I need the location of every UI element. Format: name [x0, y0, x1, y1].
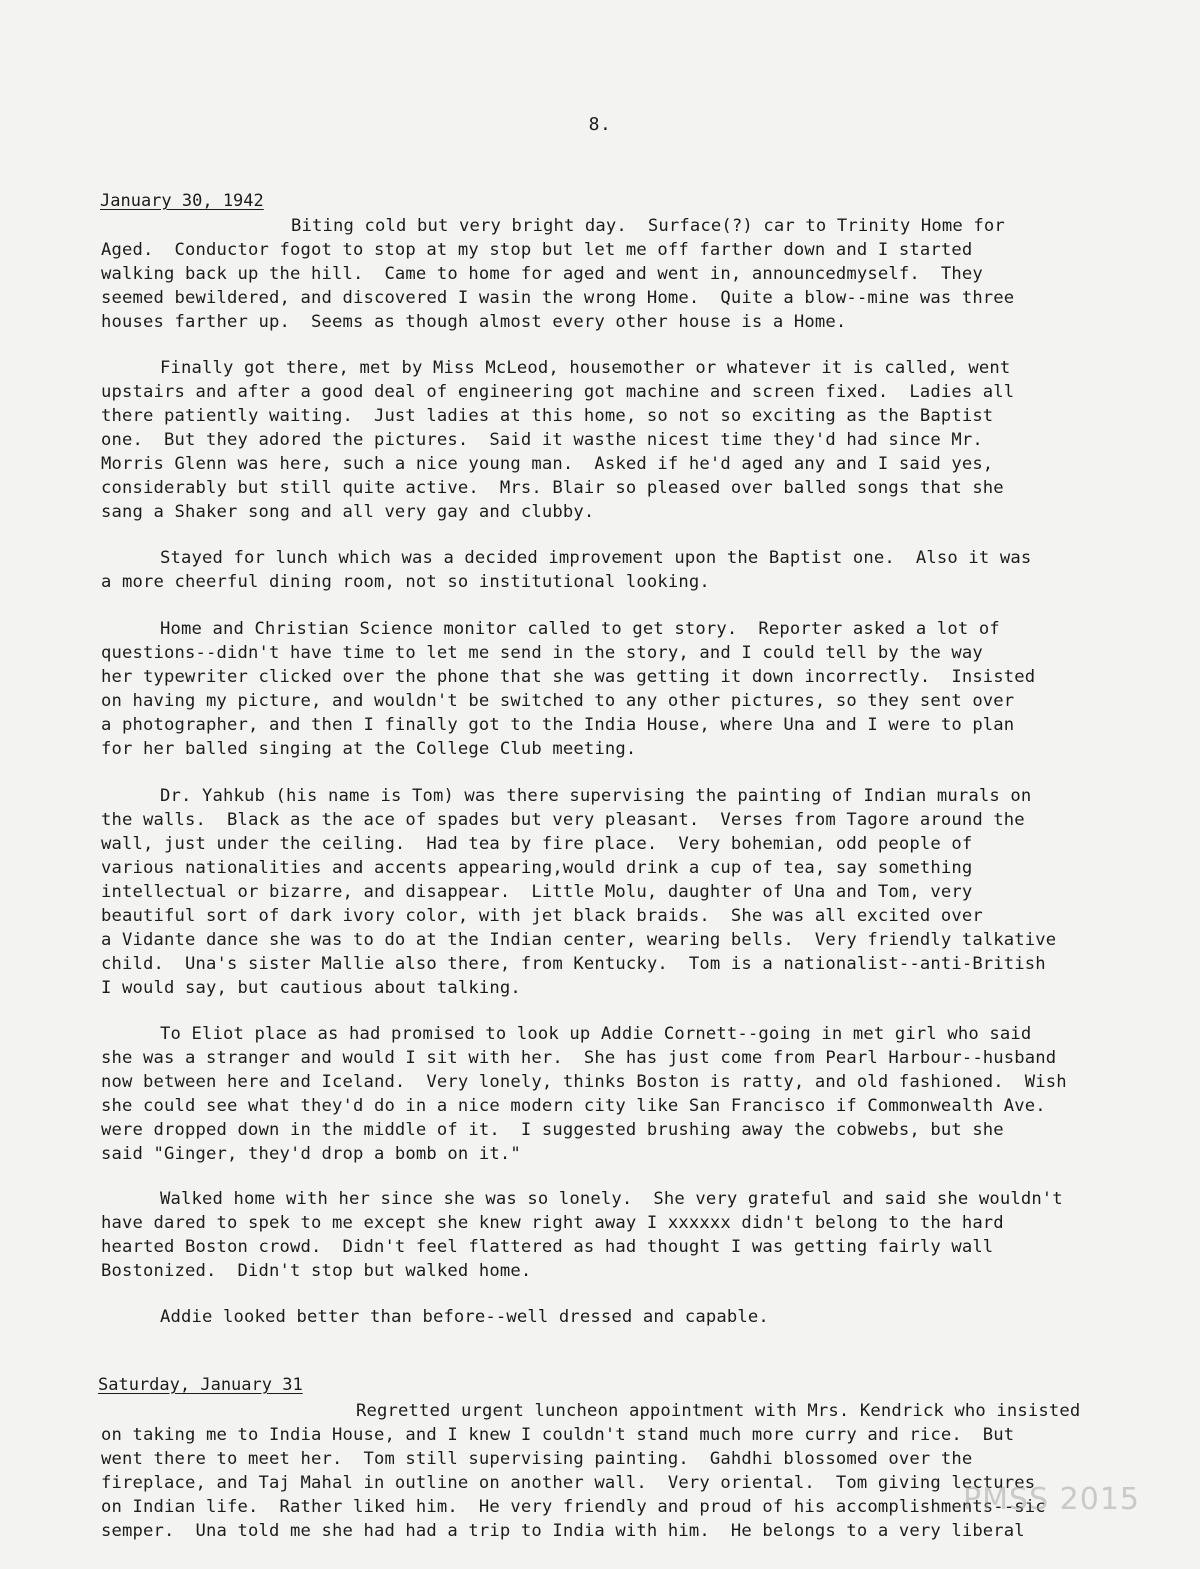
- watermark: PMSS 2015: [963, 1482, 1140, 1517]
- text-line: wall, just under the ceiling. Had tea by fire place. Very bohemian, odd people of: [101, 834, 973, 854]
- text-line: the walls. Black as the ace of spades but very pleasant. Verses from Tagore around the: [101, 810, 1025, 830]
- text-line: have dared to spek to me except she knew right away I xxxxxx didn't belong to the hard: [101, 1213, 1004, 1233]
- text-line: Aged. Conductor fogot to stop at my stop but let me off farther down and I started: [101, 240, 973, 260]
- text-line: beautiful sort of dark ivory color, with jet black braids. She was all excited over: [101, 906, 983, 926]
- text-line: went there to meet her. Tom still supervising painting. Gahdhi blossomed over the: [101, 1449, 973, 1469]
- text-line: said "Ginger, they'd drop a bomb on it.": [101, 1144, 521, 1164]
- text-line: various nationalities and accents appearing,would drink a cup of tea, say something: [101, 858, 973, 878]
- text-line: child. Una's sister Mallie also there, from Kentucky. Tom is a nationalist--anti-British: [101, 954, 1046, 974]
- text-line: houses farther up. Seems as though almost every other house is a Home.: [101, 312, 847, 332]
- text-line: on having my picture, and wouldn't be switched to any other pictures, so they sent over: [101, 691, 1015, 711]
- text-line: Biting cold but very bright day. Surface(?) car to Trinity Home for: [291, 216, 1005, 236]
- text-line: Addie looked better than before--well dressed and capable.: [160, 1307, 769, 1327]
- text-line: To Eliot place as had promised to look up Addie Cornett--going in met girl who said: [160, 1024, 1032, 1044]
- text-line: hearted Boston crowd. Didn't feel flattered as had thought I was getting fairly wall: [101, 1237, 994, 1257]
- text-line: Walked home with her since she was so lonely. She very grateful and said she wouldn't: [160, 1189, 1063, 1209]
- text-line: Dr. Yahkub (his name is Tom) was there supervising the painting of Indian murals on: [160, 786, 1032, 806]
- text-line: she was a stranger and would I sit with her. She has just come from Pearl Harbour--husband: [101, 1048, 1057, 1068]
- text-line: a photographer, and then I finally got to the India House, where Una and I were to plan: [101, 715, 1015, 735]
- text-line: on taking me to India House, and I knew I couldn't stand much more curry and rice. But: [101, 1425, 1015, 1445]
- text-line: were dropped down in the middle of it. I suggested brushing away the cobwebs, but she: [101, 1120, 1004, 1140]
- text-line: semper. Una told me she had had a trip to India with him. He belongs to a very liberal: [101, 1521, 1025, 1541]
- text-line: Regretted urgent luncheon appointment with Mrs. Kendrick who insisted: [356, 1401, 1081, 1421]
- text-line: intellectual or bizarre, and disappear. Little Molu, daughter of Una and Tom, very: [101, 882, 973, 902]
- text-line: upstairs and after a good deal of engineering got machine and screen fixed. Ladies all: [101, 382, 1015, 402]
- text-line: fireplace, and Taj Mahal in outline on another wall. Very oriental. Tom giving lectures: [101, 1473, 1036, 1493]
- text-line: for her balled singing at the College Club meeting.: [101, 739, 637, 759]
- text-line: Finally got there, met by Miss McLeod, housemother or whatever it is called, went: [160, 358, 1011, 378]
- text-line: Home and Christian Science monitor called to get story. Reporter asked a lot of: [160, 619, 1000, 639]
- text-line: on Indian life. Rather liked him. He very friendly and proud of his accomplishments--sic: [101, 1497, 1046, 1517]
- text-line: I would say, but cautious about talking.: [101, 978, 521, 998]
- text-line: seemed bewildered, and discovered I wasin the wrong Home. Quite a blow--mine was three: [101, 288, 1015, 308]
- text-line: her typewriter clicked over the phone that she was getting it down incorrectly. Insisted: [101, 667, 1036, 687]
- text-line: sang a Shaker song and all very gay and clubby.: [101, 502, 595, 522]
- text-line: questions--didn't have time to let me send in the story, and I could tell by the way: [101, 643, 983, 663]
- text-line: considerably but still quite active. Mrs. Blair so pleased over balled songs that she: [101, 478, 1004, 498]
- text-line: Bostonized. Didn't stop but walked home.: [101, 1261, 532, 1281]
- text-line: a more cheerful dining room, not so institutional looking.: [101, 572, 710, 592]
- text-line: a Vidante dance she was to do at the Indian center, wearing bells. Very friendly talkative: [101, 930, 1057, 950]
- text-line: she could see what they'd do in a nice modern city like San Francisco if Commonwealth Ave.: [101, 1096, 1046, 1116]
- page-number: 8.: [588, 114, 612, 135]
- entry-heading-jan-31: Saturday, January 31: [98, 1375, 303, 1395]
- text-line: walking back up the hill. Came to home for aged and went in, announcedmyself. They: [101, 264, 983, 284]
- text-line: there patiently waiting. Just ladies at this home, so not so exciting as the Baptist: [101, 406, 994, 426]
- text-line: now between here and Iceland. Very lonely, thinks Boston is ratty, and old fashioned. Wish: [101, 1072, 1067, 1092]
- text-line: Morris Glenn was here, such a nice young man. Asked if he'd aged any and I said yes,: [101, 454, 994, 474]
- entry-heading-jan-30: January 30, 1942: [100, 191, 264, 211]
- text-line: Stayed for lunch which was a decided improvement upon the Baptist one. Also it was: [160, 548, 1032, 568]
- text-line: one. But they adored the pictures. Said it wasthe nicest time they'd had since Mr.: [101, 430, 983, 450]
